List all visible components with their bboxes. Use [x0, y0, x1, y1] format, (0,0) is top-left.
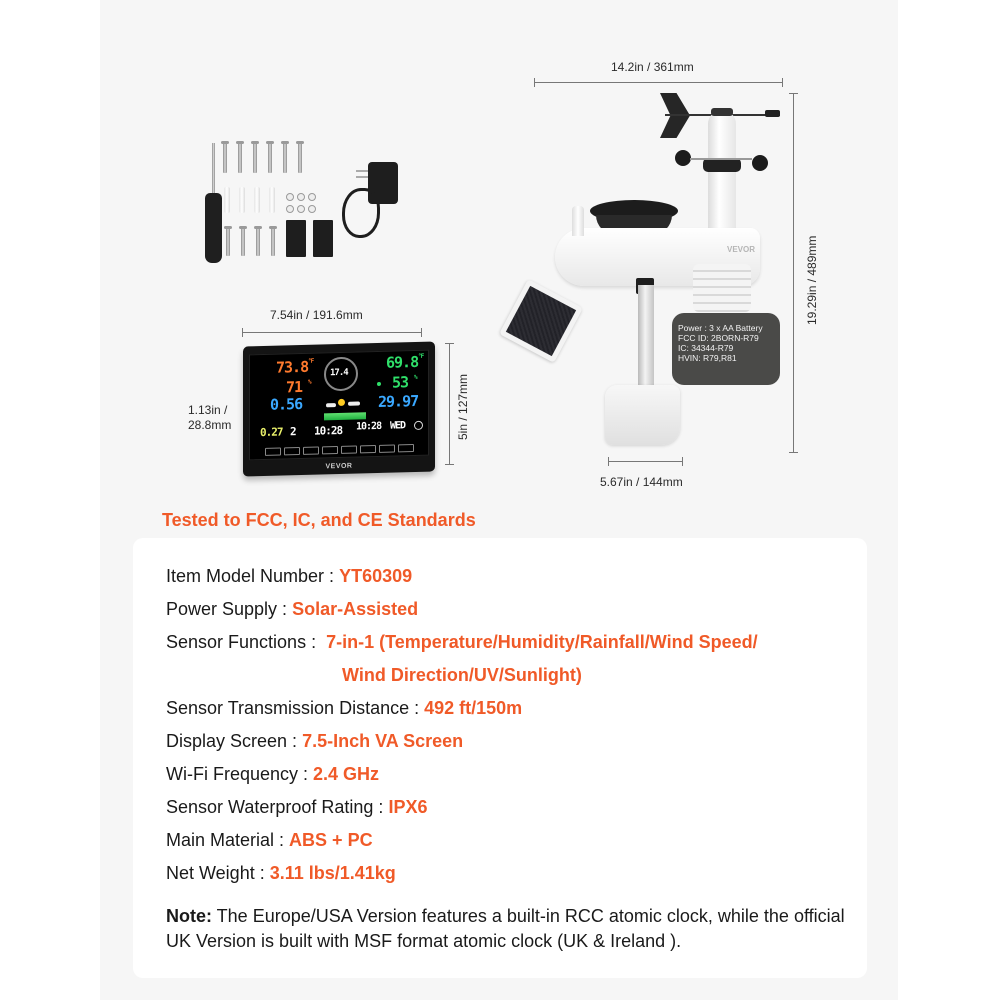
outdoor-humidity: 53: [392, 373, 409, 392]
outdoor-temp-unit: °F: [418, 352, 424, 360]
wall-anchor-icon: [224, 187, 230, 213]
screw-icon: [256, 228, 260, 256]
spec-net-weight: Net Weight : 3.11 lbs/1.41kg: [166, 863, 396, 883]
indoor-temp: 73.8: [276, 357, 309, 377]
screw-icon: [241, 228, 245, 256]
cloud-icon: [348, 401, 360, 405]
nut-icon: [308, 193, 316, 201]
nut-icon: [308, 205, 316, 213]
screw-icon: [226, 228, 230, 256]
section-title: Tested to FCC, IC, and CE Standards: [162, 510, 476, 530]
note-text: The Europe/USA Version features a built-in RCC atomic clock, while the official UK Version is built with MSF format atomic clock (UK & Ireland ).: [166, 906, 845, 951]
sensor-label-plate: Power : 3 x AA Battery FCC ID: 2BORN-R79 IC: 34344-R79 HVIN: R79,R81: [672, 313, 780, 385]
spec-display-screen: Display Screen : 7.5-Inch VA Screen: [166, 731, 464, 751]
mounting-bracket: [605, 385, 680, 445]
screw-icon: [283, 143, 287, 173]
outdoor-temp: 69.8: [386, 352, 419, 372]
cloud-icon: [326, 403, 336, 407]
sensor-width-line: [534, 82, 783, 83]
clock-time-2: 10:28: [356, 420, 382, 433]
clock-time: 10:28: [314, 423, 343, 438]
spec-transmission-distance: Sensor Transmission Distance : 492 ft/150m: [166, 698, 523, 718]
clock-day: WED: [390, 420, 406, 432]
wind-speed: 17.4: [330, 367, 348, 379]
pressure-value: 29.97: [378, 391, 419, 411]
console-height-label: 5in / 127mm: [456, 373, 470, 440]
sensor-brand: VEVOR: [727, 245, 756, 254]
status-dot: [377, 382, 381, 386]
light-value: 2: [290, 425, 296, 439]
indoor-humidity-unit: %: [308, 378, 311, 386]
console-brand: VEVOR: [325, 462, 353, 471]
console-width-line: [242, 332, 422, 333]
console-depth-label: 1.13in / 28.8mm: [188, 403, 232, 432]
pressure-graph: [324, 412, 366, 420]
outdoor-humidity-unit: %: [414, 373, 417, 382]
console-screen: [249, 350, 429, 461]
screw-icon: [271, 228, 275, 256]
weather-display-console: [243, 341, 435, 476]
spec-model-number: Item Model Number : YT60309: [166, 566, 413, 586]
screw-icon: [238, 143, 242, 173]
screw-icon: [298, 143, 302, 173]
console-width-label: 7.54in / 191.6mm: [270, 308, 363, 322]
mount-width-label: 5.67in / 144mm: [600, 475, 683, 489]
uv-value: 0.27: [260, 425, 283, 440]
spec-wifi-frequency: Wi-Fi Frequency : 2.4 GHz: [166, 764, 380, 784]
mount-width-line: [608, 461, 683, 462]
spec-sensor-functions: Sensor Functions : 7-in-1 (Temperature/Humidity/Rainfall/Wind Speed/: [166, 632, 758, 652]
console-height-line: [449, 343, 450, 465]
nut-icon: [286, 205, 294, 213]
sensor-height-label: 19.29in / 489mm: [805, 235, 819, 325]
wall-anchor-icon: [254, 187, 260, 213]
note-label: Note:: [166, 906, 212, 926]
adhesive-pad-icon: [286, 220, 306, 257]
console-buttons: [254, 444, 424, 456]
rain-value: 0.56: [270, 394, 303, 414]
specs-card: [133, 538, 867, 978]
nut-icon: [286, 193, 294, 201]
spec-sensor-functions-cont: Wind Direction/UV/Sunlight): [342, 665, 582, 685]
sensor-width-label: 14.2in / 361mm: [611, 60, 694, 74]
moon-phase-icon: [414, 421, 423, 430]
wall-anchor-icon: [239, 187, 245, 213]
anemometer-icon: [703, 158, 741, 172]
indoor-temp-unit: °F: [308, 357, 314, 365]
spec-power-supply: Power Supply : Solar-Assisted: [166, 599, 419, 619]
sun-icon: [338, 399, 345, 406]
adhesive-pad-icon: [313, 220, 333, 257]
spec-main-material: Main Material : ABS + PC: [166, 830, 373, 850]
screw-icon: [223, 143, 227, 173]
screw-icon: [253, 143, 257, 173]
nut-icon: [297, 193, 305, 201]
note-paragraph: [166, 904, 856, 954]
power-adapter-icon: [340, 160, 410, 245]
spec-waterproof-rating: Sensor Waterproof Rating : IPX6: [166, 797, 428, 817]
sensor-height-line: [793, 93, 794, 453]
indoor-humidity: 71: [286, 377, 303, 397]
radiation-shield: [693, 264, 751, 312]
nut-icon: [297, 205, 305, 213]
wall-anchor-icon: [269, 187, 275, 213]
screw-icon: [268, 143, 272, 173]
